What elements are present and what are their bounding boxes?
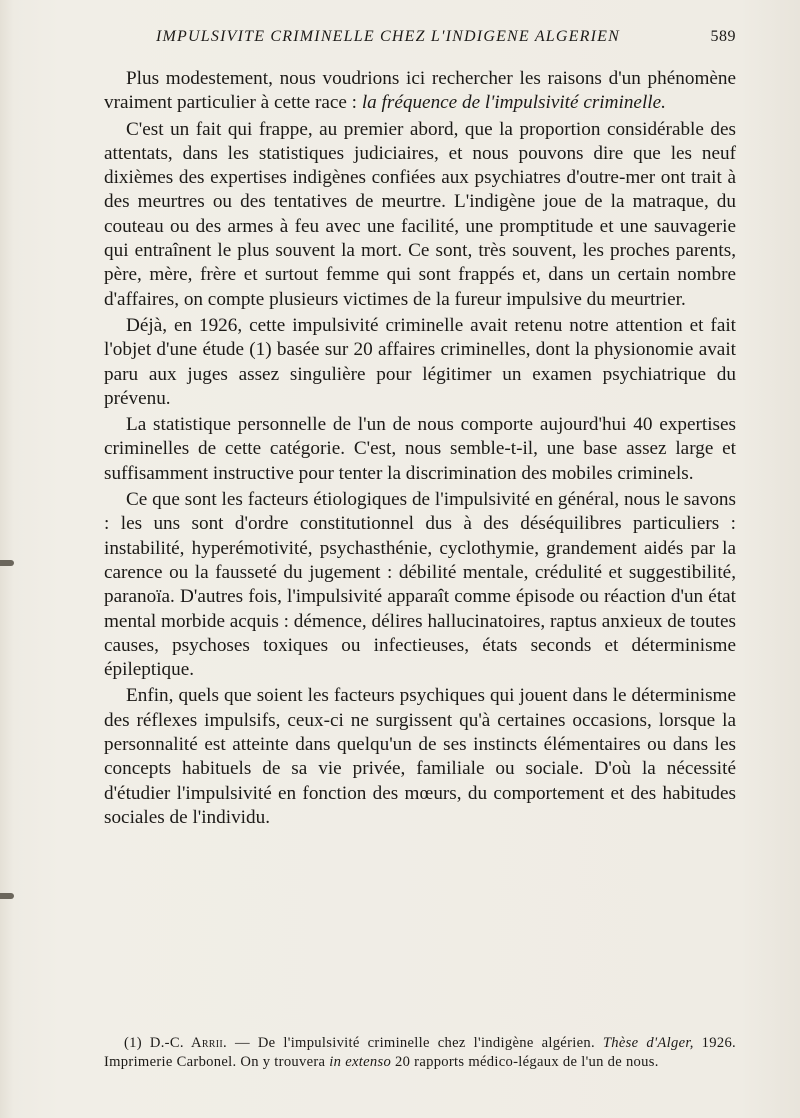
running-header	[104, 28, 736, 52]
footnote-details: 1926. Imprimerie Carbonel. On y trouvera	[104, 1035, 736, 1070]
footnote-tail: 20 rapports médico-légaux de l'un de nous.	[395, 1054, 659, 1070]
footnote	[104, 1034, 736, 1072]
page-number: 589	[710, 28, 736, 45]
emphasized-phrase: la fréquence de l'impulsivité criminelle.	[361, 92, 666, 114]
binding-mark	[0, 560, 14, 566]
footnote-thesis: Thèse d'Alger,	[602, 1035, 694, 1051]
footnote-author: D.-C. Arrii.	[149, 1035, 227, 1051]
paragraph	[104, 67, 736, 116]
footnote-marker: (1)	[124, 1035, 142, 1051]
paragraph: La statistique personnelle de l'un de nous comporte aujourd'hui 40 expertises criminelles de cette catégorie. C'est, nous semble-t-il, une base assez large et suffisamment instructive pour tenter la discrimination des mobiles criminels.	[104, 414, 736, 484]
paragraph: C'est un fait qui frappe, au premier abord, que la proportion considérable des attentats, dans les statistiques judiciaires, et nous pouvons dire que les neuf dixièmes des expertises indigènes confiées aux psychiatres d'outre-mer ont trait à des meurtres ou des tentatives de meurtre. L'indigène joue de la matraque, du couteau ou des armes à feu avec une facilité, une promptitude et une sauvagerie qui entraînent le plus souvent la mort. Ce sont, très souvent, les proches parents, père, mère, frère et surtout femme qui sont frappés et, dans un certain nombre d'affaires, on compte plusieurs victimes de la fureur impulsive du meurtrier.	[104, 118, 736, 310]
binding-mark	[0, 893, 14, 899]
footnote-in-extenso: in extenso	[329, 1054, 392, 1070]
body-text	[104, 67, 736, 830]
running-title: IMPULSIVITE CRIMINELLE CHEZ L'INDIGENE ALGERIEN	[156, 28, 620, 45]
footnote-dash: —	[234, 1035, 250, 1051]
paragraph-text: Plus modestement, nous voudrions ici rechercher les raisons d'un phénomène vraiment particulier à cette race :	[104, 68, 736, 114]
paragraph: Enfin, quels que soient les facteurs psychiques qui jouent dans le déterminisme des réflexes impulsifs, ceux-ci ne surgissent qu'à certaines occasions, lorsque la personnalité est atteinte dans quelqu'un de ses instincts élémentaires ou dans les concepts habituels de sa vie privée, familiale ou sociale. D'où la nécessité d'étudier l'impulsivité en fonction des mœurs, du comportement et des habitudes sociales de l'individu.	[104, 685, 736, 828]
footnote-text	[104, 1034, 736, 1072]
paragraph: Ce que sont les facteurs étiologiques de l'impulsivité en général, nous le savons : les uns sont d'ordre constitutionnel dus à des déséquilibres particuliers : instabilité, hyperémotivité, psychasthénie, cyclothymie, grandement aidés par la carence ou la fausseté du jugement : débilité mentale, crédulité et suggestibilité, paranoïa. D'autres fois, l'impulsivité apparaît comme épisode ou réaction d'un état mental morbide acquis : démence, délires hallucinatoires, raptus anxieux de toutes causes, psychoses toxiques ou infectieuses, états seconds et déterminisme épileptique.	[104, 489, 736, 681]
footnote-title: De l'impulsivité criminelle chez l'indigène algérien.	[257, 1035, 595, 1051]
paragraph: Déjà, en 1926, cette impulsivité criminelle avait retenu notre attention et fait l'objet d'une étude (1) basée sur 20 affaires criminelles, dont la physionomie avait paru aux juges assez singulière pour légitimer un examen psychiatrique du prévenu.	[104, 314, 736, 409]
